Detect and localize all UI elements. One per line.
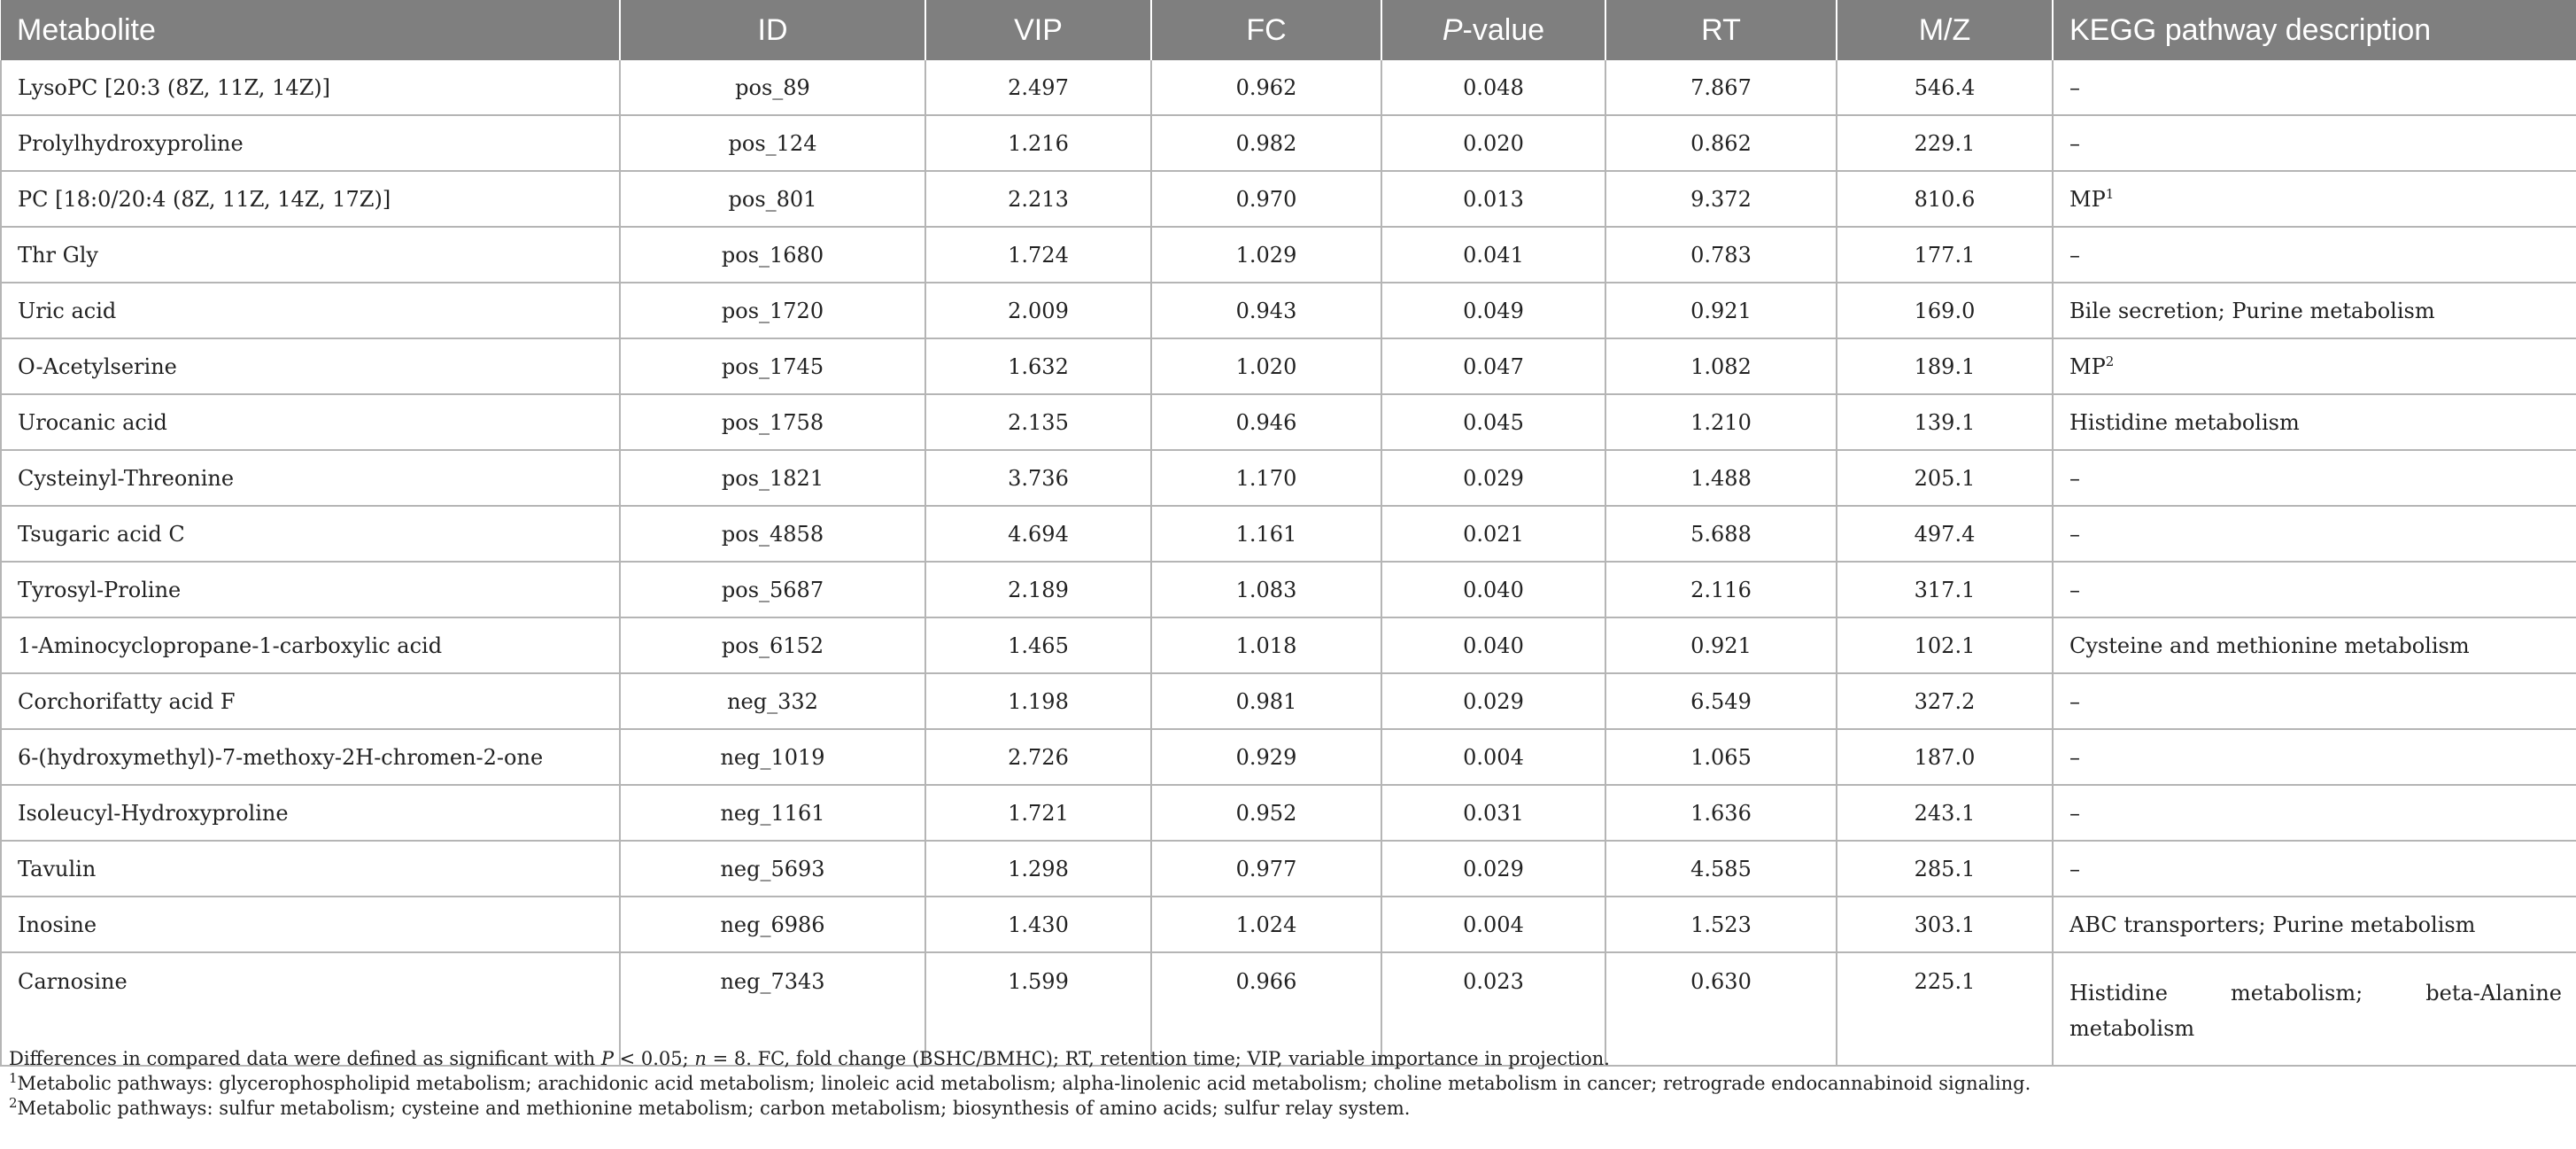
cell-fc: 0.962 <box>1151 60 1381 115</box>
cell-fc: 0.946 <box>1151 394 1381 450</box>
cell-fc: 0.929 <box>1151 729 1381 785</box>
kegg-text: Histidine metabolism; beta-Alanine metabolism <box>2069 981 2562 1041</box>
cell-mz: 102.1 <box>1837 617 2053 673</box>
footnote-main-n: n <box>694 1048 707 1069</box>
kegg-text: Bile secretion; Purine metabolism <box>2069 298 2435 323</box>
footnote-1-marker: 1 <box>9 1070 18 1086</box>
cell-rt: 4.585 <box>1605 841 1837 897</box>
cell-mz: 285.1 <box>1837 841 2053 897</box>
cell-metabolite: Thr Gly <box>1 227 620 283</box>
cell-pvalue: 0.029 <box>1381 673 1605 729</box>
cell-metabolite: Corchorifatty acid F <box>1 673 620 729</box>
kegg-text: Cysteine and methionine metabolism <box>2069 633 2470 658</box>
cell-id: pos_124 <box>620 115 925 171</box>
cell-vip: 2.213 <box>925 171 1151 227</box>
cell-fc: 1.020 <box>1151 338 1381 394</box>
cell-metabolite: Isoleucyl-Hydroxyproline <box>1 785 620 841</box>
cell-mz: 243.1 <box>1837 785 2053 841</box>
cell-fc: 0.970 <box>1151 171 1381 227</box>
cell-fc: 1.170 <box>1151 450 1381 506</box>
table-body <box>1 60 2576 1066</box>
cell-vip: 2.189 <box>925 562 1151 617</box>
cell-id: pos_5687 <box>620 562 925 617</box>
cell-vip: 3.736 <box>925 450 1151 506</box>
kegg-text: MP <box>2069 186 2106 212</box>
cell-fc: 0.966 <box>1151 952 1381 1066</box>
header-rt: RT <box>1605 0 1837 60</box>
cell-rt: 0.630 <box>1605 952 1837 1066</box>
cell-kegg <box>2053 562 2576 617</box>
kegg-text: – <box>2069 74 2080 100</box>
cell-metabolite: Urocanic acid <box>1 394 620 450</box>
cell-rt: 1.210 <box>1605 394 1837 450</box>
cell-rt: 2.116 <box>1605 562 1837 617</box>
cell-pvalue: 0.045 <box>1381 394 1605 450</box>
header-pvalue-italic: P <box>1442 12 1463 47</box>
cell-metabolite: Uric acid <box>1 283 620 338</box>
cell-rt: 1.523 <box>1605 897 1837 952</box>
table-row <box>1 562 2576 617</box>
header-fc: FC <box>1151 0 1381 60</box>
table-row <box>1 283 2576 338</box>
cell-metabolite: Tyrosyl-Proline <box>1 562 620 617</box>
cell-rt: 9.372 <box>1605 171 1837 227</box>
cell-id: neg_6986 <box>620 897 925 952</box>
cell-vip: 4.694 <box>925 506 1151 562</box>
kegg-text: – <box>2069 130 2080 156</box>
cell-rt: 7.867 <box>1605 60 1837 115</box>
cell-vip: 2.497 <box>925 60 1151 115</box>
cell-kegg <box>2053 338 2576 394</box>
cell-fc: 1.024 <box>1151 897 1381 952</box>
table-row <box>1 617 2576 673</box>
footnote-main-text-2: < 0.05; <box>613 1048 695 1069</box>
cell-pvalue: 0.029 <box>1381 450 1605 506</box>
cell-id: pos_801 <box>620 171 925 227</box>
header-metabolite: Metabolite <box>1 0 620 60</box>
cell-kegg <box>2053 283 2576 338</box>
cell-vip: 2.135 <box>925 394 1151 450</box>
cell-id: pos_1758 <box>620 394 925 450</box>
cell-vip: 1.298 <box>925 841 1151 897</box>
cell-vip: 1.216 <box>925 115 1151 171</box>
cell-kegg <box>2053 171 2576 227</box>
cell-pvalue: 0.048 <box>1381 60 1605 115</box>
cell-mz: 189.1 <box>1837 338 2053 394</box>
cell-rt: 1.488 <box>1605 450 1837 506</box>
cell-metabolite: LysoPC [20:3 (8Z, 11Z, 14Z)] <box>1 60 620 115</box>
cell-vip: 1.198 <box>925 673 1151 729</box>
footnote-1 <box>9 1071 2559 1096</box>
cell-pvalue: 0.004 <box>1381 897 1605 952</box>
cell-kegg <box>2053 841 2576 897</box>
cell-id: neg_5693 <box>620 841 925 897</box>
cell-id: neg_1019 <box>620 729 925 785</box>
footnote-main-text-1: Differences in compared data were defined as significant with <box>9 1048 601 1069</box>
cell-vip: 1.724 <box>925 227 1151 283</box>
cell-pvalue: 0.023 <box>1381 952 1605 1066</box>
cell-metabolite: Inosine <box>1 897 620 952</box>
cell-rt: 1.082 <box>1605 338 1837 394</box>
cell-fc: 0.977 <box>1151 841 1381 897</box>
cell-id: pos_1821 <box>620 450 925 506</box>
footnote-marker: 2 <box>2105 353 2115 369</box>
cell-metabolite: Tsugaric acid C <box>1 506 620 562</box>
cell-id: pos_4858 <box>620 506 925 562</box>
cell-vip: 2.009 <box>925 283 1151 338</box>
table-row <box>1 227 2576 283</box>
table-row <box>1 60 2576 115</box>
cell-id: neg_7343 <box>620 952 925 1066</box>
cell-metabolite: Carnosine <box>1 952 620 1066</box>
cell-kegg <box>2053 450 2576 506</box>
cell-mz: 317.1 <box>1837 562 2053 617</box>
cell-fc: 1.083 <box>1151 562 1381 617</box>
cell-pvalue: 0.004 <box>1381 729 1605 785</box>
table-row <box>1 115 2576 171</box>
cell-mz: 139.1 <box>1837 394 2053 450</box>
cell-id: neg_332 <box>620 673 925 729</box>
cell-fc: 1.018 <box>1151 617 1381 673</box>
cell-rt: 1.065 <box>1605 729 1837 785</box>
kegg-text: MP <box>2069 353 2106 379</box>
cell-vip: 1.721 <box>925 785 1151 841</box>
kegg-text: – <box>2069 688 2080 714</box>
cell-rt: 0.921 <box>1605 283 1837 338</box>
cell-kegg <box>2053 227 2576 283</box>
footnote-2-text: Metabolic pathways: sulfur metabolism; cysteine and methionine metabolism; carbon metabolism; biosynthesis of amino acids; sulfur relay system. <box>17 1098 1411 1119</box>
cell-id: pos_6152 <box>620 617 925 673</box>
cell-mz: 497.4 <box>1837 506 2053 562</box>
cell-pvalue: 0.049 <box>1381 283 1605 338</box>
cell-vip: 2.726 <box>925 729 1151 785</box>
footnote-1-text: Metabolic pathways: glycerophospholipid metabolism; arachidonic acid metabolism; linoleic acid metabolism; alpha-linolenic acid metabolism; choline metabolism in cancer; retrograde endocannabinoid signaling. <box>17 1073 2031 1094</box>
cell-metabolite: Tavulin <box>1 841 620 897</box>
header-pvalue-rest: -value <box>1462 12 1545 47</box>
cell-metabolite: Prolylhydroxyproline <box>1 115 620 171</box>
cell-pvalue: 0.031 <box>1381 785 1605 841</box>
cell-kegg <box>2053 115 2576 171</box>
cell-fc: 1.161 <box>1151 506 1381 562</box>
cell-kegg <box>2053 394 2576 450</box>
cell-kegg <box>2053 506 2576 562</box>
cell-id: pos_1680 <box>620 227 925 283</box>
kegg-text: – <box>2069 856 2080 881</box>
cell-metabolite: PC [18:0/20:4 (8Z, 11Z, 14Z, 17Z)] <box>1 171 620 227</box>
cell-pvalue: 0.013 <box>1381 171 1605 227</box>
cell-fc: 0.952 <box>1151 785 1381 841</box>
table-row <box>1 729 2576 785</box>
header-id: ID <box>620 0 925 60</box>
cell-mz: 205.1 <box>1837 450 2053 506</box>
kegg-text: – <box>2069 521 2080 547</box>
cell-pvalue: 0.029 <box>1381 841 1605 897</box>
cell-mz: 187.0 <box>1837 729 2053 785</box>
table-header <box>1 0 2576 60</box>
footnote-marker: 1 <box>2105 185 2115 202</box>
footnote-2 <box>9 1096 2559 1121</box>
cell-pvalue: 0.041 <box>1381 227 1605 283</box>
table-row <box>1 338 2576 394</box>
table-row <box>1 506 2576 562</box>
cell-id: pos_89 <box>620 60 925 115</box>
table-row <box>1 394 2576 450</box>
cell-mz: 177.1 <box>1837 227 2053 283</box>
cell-metabolite: 6-(hydroxymethyl)-7-methoxy-2H-chromen-2-one <box>1 729 620 785</box>
kegg-text: – <box>2069 800 2080 826</box>
cell-pvalue: 0.047 <box>1381 338 1605 394</box>
cell-pvalue: 0.040 <box>1381 562 1605 617</box>
cell-rt: 0.921 <box>1605 617 1837 673</box>
cell-kegg <box>2053 729 2576 785</box>
cell-pvalue: 0.040 <box>1381 617 1605 673</box>
cell-vip: 1.465 <box>925 617 1151 673</box>
cell-id: pos_1745 <box>620 338 925 394</box>
cell-id: pos_1720 <box>620 283 925 338</box>
cell-kegg <box>2053 897 2576 952</box>
cell-mz: 303.1 <box>1837 897 2053 952</box>
cell-mz: 229.1 <box>1837 115 2053 171</box>
table-row <box>1 673 2576 729</box>
kegg-text: ABC transporters; Purine metabolism <box>2069 912 2476 937</box>
cell-vip: 1.599 <box>925 952 1151 1066</box>
cell-fc: 1.029 <box>1151 227 1381 283</box>
cell-kegg <box>2053 673 2576 729</box>
table-row <box>1 841 2576 897</box>
cell-vip: 1.430 <box>925 897 1151 952</box>
cell-fc: 0.943 <box>1151 283 1381 338</box>
cell-metabolite: 1-Aminocyclopropane-1-carboxylic acid <box>1 617 620 673</box>
cell-mz: 546.4 <box>1837 60 2053 115</box>
cell-kegg <box>2053 785 2576 841</box>
cell-rt: 0.862 <box>1605 115 1837 171</box>
table-row <box>1 450 2576 506</box>
cell-rt: 1.636 <box>1605 785 1837 841</box>
footnote-main-p: P <box>600 1048 614 1069</box>
kegg-text: Histidine metabolism <box>2069 409 2300 435</box>
footnote-main <box>9 1046 2559 1071</box>
cell-fc: 0.981 <box>1151 673 1381 729</box>
cell-mz: 169.0 <box>1837 283 2053 338</box>
kegg-text: – <box>2069 577 2080 602</box>
table-footnotes <box>9 1046 2559 1121</box>
header-pvalue <box>1381 0 1605 60</box>
cell-mz: 327.2 <box>1837 673 2053 729</box>
cell-mz: 810.6 <box>1837 171 2053 227</box>
table-row <box>1 171 2576 227</box>
cell-rt: 0.783 <box>1605 227 1837 283</box>
cell-metabolite: Cysteinyl-Threonine <box>1 450 620 506</box>
cell-metabolite: O-Acetylserine <box>1 338 620 394</box>
cell-fc: 0.982 <box>1151 115 1381 171</box>
cell-vip: 1.632 <box>925 338 1151 394</box>
cell-pvalue: 0.020 <box>1381 115 1605 171</box>
kegg-text: – <box>2069 744 2080 770</box>
header-vip: VIP <box>925 0 1151 60</box>
cell-mz: 225.1 <box>1837 952 2053 1066</box>
kegg-text: – <box>2069 465 2080 491</box>
footnote-main-text-3: = 8. FC, fold change (BSHC/BMHC); RT, retention time; VIP, variable importance in projection. <box>706 1048 1610 1069</box>
header-kegg: KEGG pathway description <box>2053 0 2576 60</box>
header-row <box>1 0 2576 60</box>
table-row <box>1 785 2576 841</box>
cell-rt: 6.549 <box>1605 673 1837 729</box>
header-mz: M/Z <box>1837 0 2053 60</box>
cell-rt: 5.688 <box>1605 506 1837 562</box>
footnote-2-marker: 2 <box>9 1095 18 1111</box>
cell-id: neg_1161 <box>620 785 925 841</box>
cell-pvalue: 0.021 <box>1381 506 1605 562</box>
kegg-text: – <box>2069 242 2080 268</box>
cell-kegg <box>2053 60 2576 115</box>
cell-kegg <box>2053 617 2576 673</box>
table-row <box>1 897 2576 952</box>
